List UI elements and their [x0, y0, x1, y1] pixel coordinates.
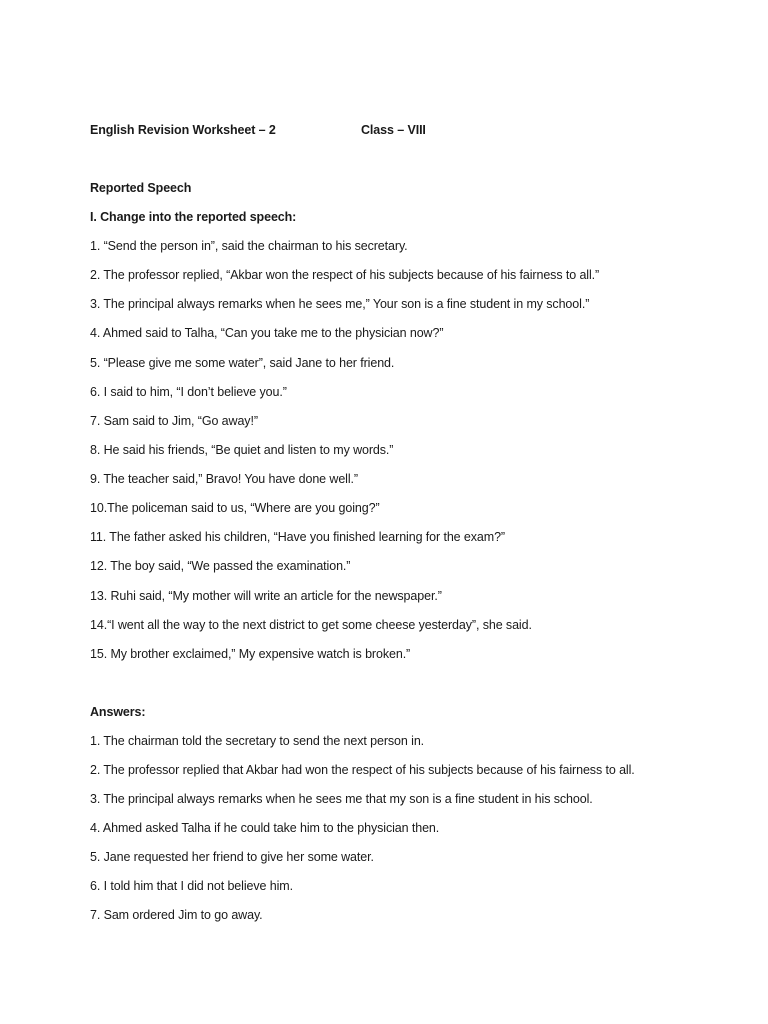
answer-item: 4. Ahmed asked Talha if he could take him to the physician then. — [90, 821, 440, 835]
question-item: 15. My brother exclaimed,” My expensive watch is broken.” — [90, 647, 411, 661]
question-item: 8. He said his friends, “Be quiet and listen to my words.” — [90, 443, 394, 457]
section-title: Reported Speech — [90, 181, 192, 195]
instruction: I. Change into the reported speech: — [90, 210, 297, 224]
question-item: 11. The father asked his children, “Have you finished learning for the exam?” — [90, 530, 505, 544]
question-item: 4. Ahmed said to Talha, “Can you take me to the physician now?” — [90, 326, 444, 340]
worksheet-title: English Revision Worksheet – 2 — [90, 123, 276, 137]
question-item: 1. “Send the person in”, said the chairman to his secretary. — [90, 239, 408, 253]
answer-item: 7. Sam ordered Jim to go away. — [90, 908, 263, 922]
answer-item: 5. Jane requested her friend to give her some water. — [90, 850, 374, 864]
answer-item: 1. The chairman told the secretary to send the next person in. — [90, 734, 425, 748]
question-item: 6. I said to him, “I don’t believe you.” — [90, 385, 287, 399]
class-label: Class – VIII — [361, 123, 426, 137]
question-item: 12. The boy said, “We passed the examination.” — [90, 559, 351, 573]
question-item: 13. Ruhi said, “My mother will write an article for the newspaper.” — [90, 589, 442, 603]
question-item: 3. The principal always remarks when he sees me,” Your son is a fine student in my school.” — [90, 297, 590, 311]
question-item: 9. The teacher said,” Bravo! You have done well.” — [90, 472, 358, 486]
question-item: 10.The policeman said to us, “Where are you going?” — [90, 501, 380, 515]
question-item: 14.“I went all the way to the next district to get some cheese yesterday”, she said. — [90, 618, 532, 632]
question-item: 5. “Please give me some water”, said Jane to her friend. — [90, 356, 395, 370]
answer-item: 3. The principal always remarks when he sees me that my son is a fine student in his school. — [90, 792, 593, 806]
answer-item: 6. I told him that I did not believe him. — [90, 879, 293, 893]
question-item: 7. Sam said to Jim, “Go away!” — [90, 414, 258, 428]
question-item: 2. The professor replied, “Akbar won the respect of his subjects because of his fairness to all.” — [90, 268, 600, 282]
answer-item: 2. The professor replied that Akbar had won the respect of his subjects because of his fairness to all. — [90, 763, 635, 777]
answers-heading: Answers: — [90, 705, 146, 719]
